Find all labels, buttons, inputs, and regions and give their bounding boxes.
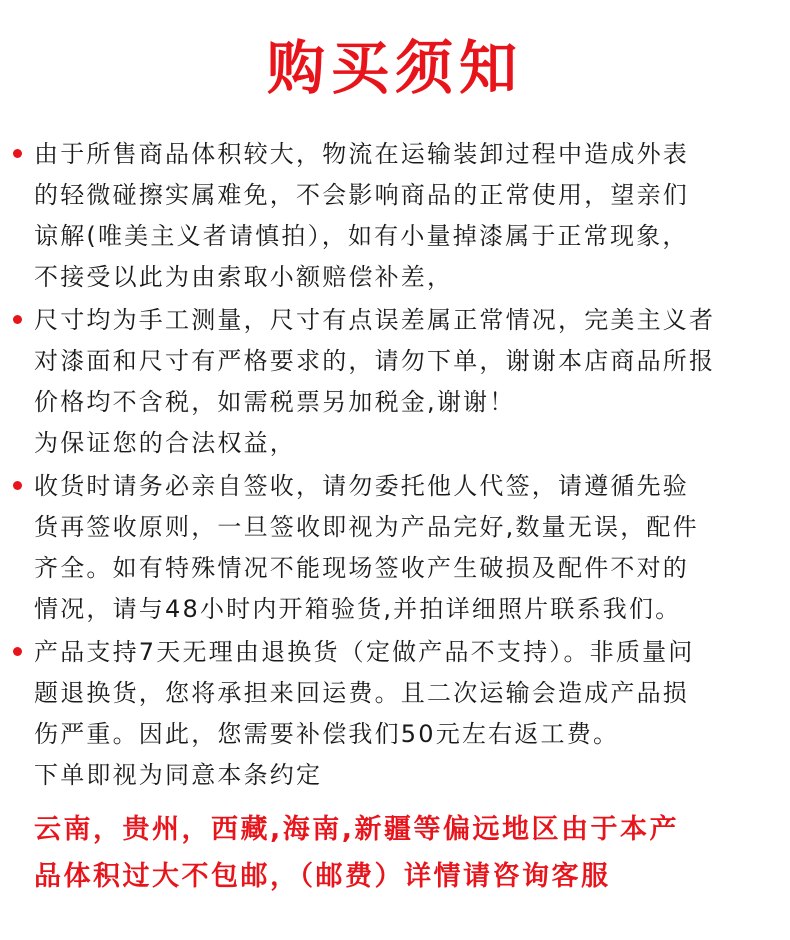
notice-line: 情况，请与48小时内开箱验货,并拍详细照片联系我们。 [34, 595, 682, 623]
shipping-notice-line: 品体积过大不包邮，（邮费）详情请咨询客服 [34, 861, 611, 892]
notice-line: 价格均不含税，如需税票另加税金,谢谢！ [34, 388, 516, 416]
shipping-notice [34, 806, 774, 900]
notice-line: 齐全。如有特殊情况不能现场签收产生破损及配件不对的 [34, 554, 689, 582]
notice-list [0, 134, 790, 798]
bullet-dot-icon [13, 481, 22, 490]
notice-line: 尺寸均为手工测量，尺寸有点误差属正常情况，完美主义者 [34, 306, 716, 334]
notice-line: 对漆面和尺寸有严格要求的，请勿下单，谢谢本店商品所报 [34, 347, 716, 375]
notice-item [0, 466, 790, 630]
notice-item [0, 300, 790, 464]
shipping-notice-line: 云南，贵州，西藏,海南,新疆等偏远地区由于本产 [34, 814, 680, 845]
notice-line: 下单即视为同意本条约定 [34, 761, 323, 789]
notice-line: 由于所售商品体积较大，物流在运输装卸过程中造成外表 [34, 140, 689, 168]
notice-item [0, 632, 790, 796]
notice-item [0, 134, 790, 298]
page-title: 购买须知 [266, 34, 523, 102]
bullet-dot-icon [13, 315, 22, 324]
notice-line: 题退换货，您将承担来回运费。且二次运输会造成产品损 [34, 679, 689, 707]
notice-line: 货再签收原则，一旦签收即视为产品完好,数量无误，配件 [34, 513, 699, 541]
bullet-dot-icon [13, 647, 22, 656]
notice-line: 收货时请务必亲自签收，请勿委托他人代签，请遵循先验 [34, 472, 689, 500]
notice-line: 的轻微碰擦实属难免，不会影响商品的正常使用，望亲们 [34, 181, 689, 209]
notice-line: 谅解(唯美主义者请慎拍），如有小量掉漆属于正常现象， [34, 222, 689, 250]
bullet-dot-icon [13, 149, 22, 158]
notice-line: 为保证您的合法权益， [34, 429, 296, 457]
notice-line: 产品支持7天无理由退换货（定做产品不支持）。非质量问 [34, 638, 695, 666]
notice-line: 伤严重。因此，您需要补偿我们50元左右返工费。 [34, 720, 620, 748]
notice-line: 不接受以此为由索取小额赔偿补差， [34, 263, 454, 291]
